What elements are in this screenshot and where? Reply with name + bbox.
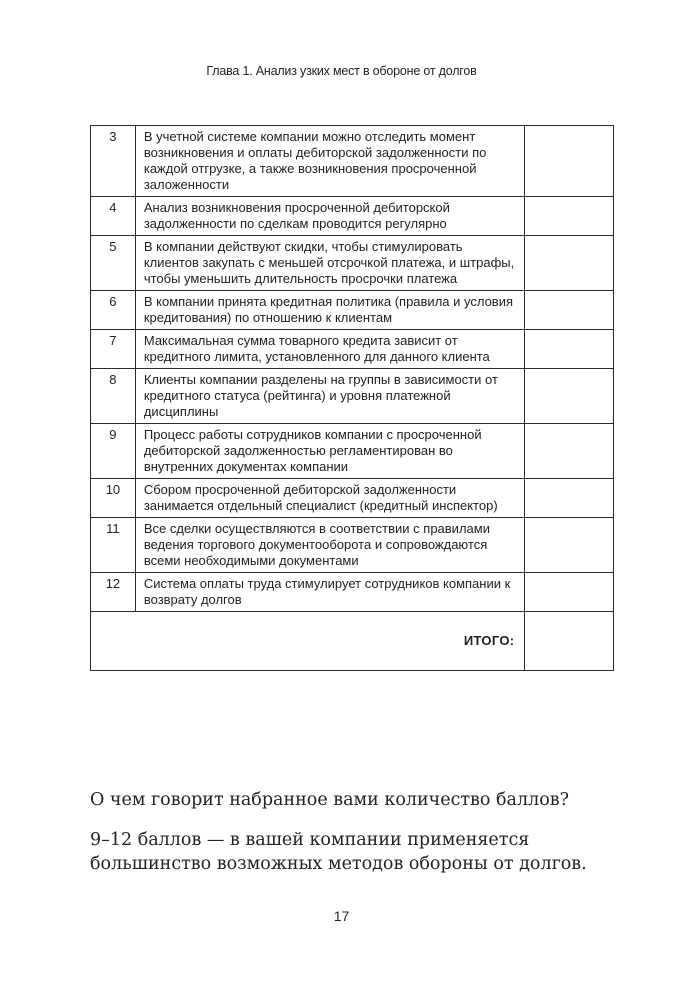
row-score-cell[interactable] (525, 518, 614, 573)
table-row (91, 573, 614, 612)
assessment-table-body (91, 126, 614, 671)
table-row (91, 424, 614, 479)
row-score-cell[interactable] (525, 330, 614, 369)
total-row (91, 612, 614, 671)
total-label: ИТОГО: (91, 612, 525, 671)
row-statement: Система оплаты труда стимулирует сотрудников компании к возврату долгов (135, 573, 525, 612)
table-row (91, 330, 614, 369)
row-number: 3 (91, 126, 136, 197)
row-score-cell[interactable] (525, 197, 614, 236)
row-number: 6 (91, 291, 136, 330)
results-question: О чем говорит набранное вами количество баллов? (90, 790, 569, 810)
row-number: 8 (91, 369, 136, 424)
row-statement: Анализ возникновения просроченной дебиторской задолженности по сделкам проводится регулярно (135, 197, 525, 236)
assessment-table (90, 125, 614, 671)
page-number: 17 (333, 908, 350, 924)
row-number: 7 (91, 330, 136, 369)
table-row (91, 518, 614, 573)
table-row (91, 479, 614, 518)
table-row (91, 197, 614, 236)
row-statement: В компании действуют скидки, чтобы стимулировать клиентов закупать с меньшей отсрочкой платежа, и штрафы, чтобы уменьшить длительность просрочки платежа (135, 236, 525, 291)
running-head: Глава 1. Анализ узких мест в обороне от долгов (206, 64, 477, 78)
table-row (91, 236, 614, 291)
row-statement: В учетной системе компании можно отследить момент возникновения и оплаты дебиторской задолженности по каждой отгрузке, а также возникновения просроченной заложенности (135, 126, 525, 197)
results-answer: 9–12 баллов — в вашей компании применяется большинство возможных методов обороны от долгов. (90, 830, 587, 874)
row-score-cell[interactable] (525, 369, 614, 424)
row-score-cell[interactable] (525, 236, 614, 291)
row-statement: Клиенты компании разделены на группы в зависимости от кредитного статуса (рейтинга) и уровня платежной дисциплины (135, 369, 525, 424)
row-statement: Максимальная сумма товарного кредита зависит от кредитного лимита, установленного для данного клиента (135, 330, 525, 369)
row-score-cell[interactable] (525, 573, 614, 612)
row-score-cell[interactable] (525, 479, 614, 518)
total-score-cell[interactable] (525, 612, 614, 671)
row-statement: Процесс работы сотрудников компании с просроченной дебиторской задолженностью регламентирован во внутренних документах компании (135, 424, 525, 479)
row-statement: В компании принята кредитная политика (правила и условия кредитования) по отношению к клиентам (135, 291, 525, 330)
table-row (91, 126, 614, 197)
row-statement: Сбором просроченной дебиторской задолженности занимается отдельный специалист (кредитный инспектор) (135, 479, 525, 518)
row-number: 12 (91, 573, 136, 612)
table-row (91, 291, 614, 330)
row-score-cell[interactable] (525, 126, 614, 197)
row-number: 5 (91, 236, 136, 291)
row-number: 10 (91, 479, 136, 518)
row-number: 4 (91, 197, 136, 236)
row-score-cell[interactable] (525, 291, 614, 330)
row-number: 11 (91, 518, 136, 573)
row-score-cell[interactable] (525, 424, 614, 479)
row-number: 9 (91, 424, 136, 479)
table-row (91, 369, 614, 424)
row-statement: Все сделки осуществляются в соответствии с правилами ведения торгового документооборота и сопровождаются всеми необходимыми документами (135, 518, 525, 573)
